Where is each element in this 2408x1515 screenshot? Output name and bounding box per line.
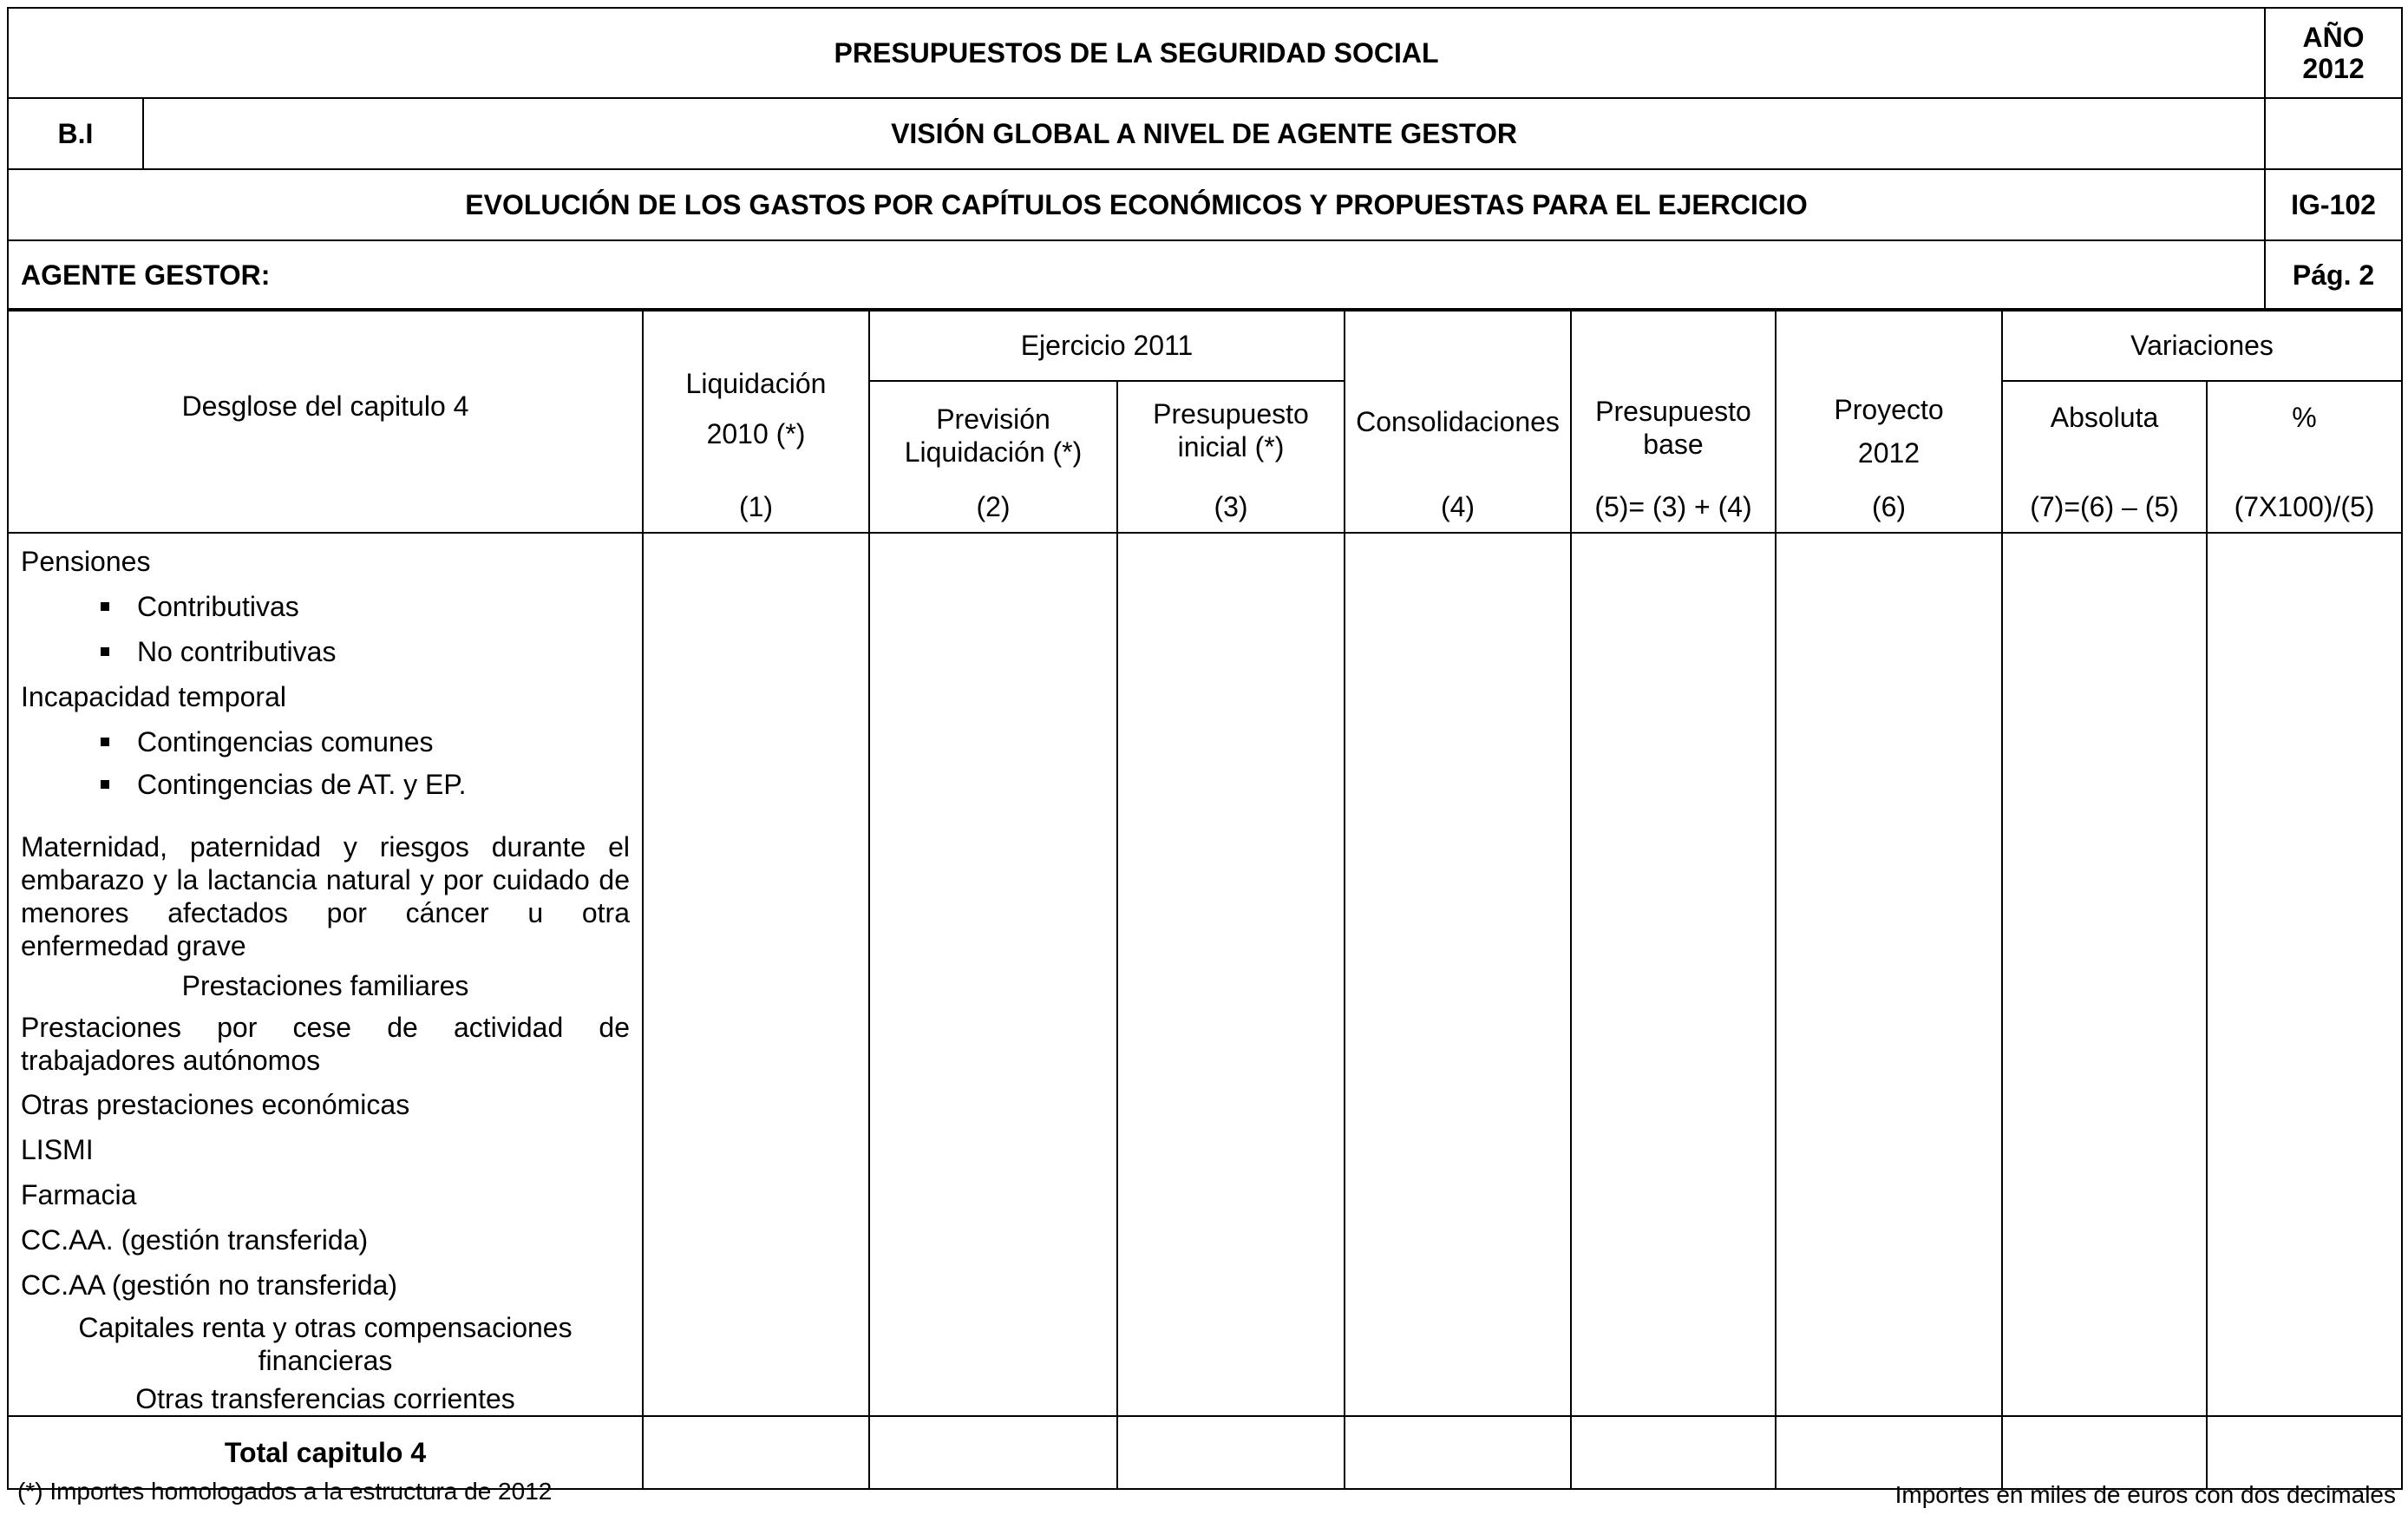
col-variaciones: Variaciones bbox=[2002, 309, 2402, 381]
percent-num: (7X100)/(5) bbox=[2234, 491, 2375, 522]
list-item: Incapacidad temporal bbox=[21, 681, 286, 712]
year-cell bbox=[2265, 8, 2402, 98]
total-cell bbox=[1571, 1416, 1776, 1489]
document-title: PRESUPUESTOS DE LA SEGURIDAD SOCIAL bbox=[8, 8, 2265, 98]
presupuesto-inicial-label: Presupuesto inicial (*) bbox=[1153, 398, 1309, 462]
empty-cell bbox=[2265, 98, 2402, 169]
absoluta-num: (7)=(6) – (5) bbox=[2030, 491, 2179, 522]
list-item: No contributivas bbox=[21, 629, 630, 674]
value-cell bbox=[643, 533, 869, 1416]
bullet-icon bbox=[101, 780, 109, 789]
list-item: CC.AA. (gestión transferida) bbox=[21, 1224, 369, 1256]
list-item: Contingencias de AT. y EP. bbox=[21, 764, 630, 804]
value-cell bbox=[2002, 533, 2207, 1416]
list-item: Contingencias comunes bbox=[21, 719, 630, 764]
consolidaciones-num: (4) bbox=[1440, 491, 1476, 522]
proyecto-label: Proyecto 2012 bbox=[1834, 394, 1944, 469]
list-item: Capitales renta y otras compensaciones financieras bbox=[78, 1312, 573, 1376]
subtitle: EVOLUCIÓN DE LOS GASTOS POR CAPÍTULOS ECONÓMICOS Y PROPUESTAS PARA EL EJERCICIO bbox=[8, 169, 2265, 240]
col-consolidaciones: Consolidaciones (4) bbox=[1345, 309, 1571, 533]
total-cell bbox=[2002, 1416, 2207, 1489]
list-item: Pensiones bbox=[21, 546, 151, 577]
total-cell bbox=[2207, 1416, 2402, 1489]
expenditure-table bbox=[7, 308, 2403, 1490]
col-absoluta: Absoluta (7)=(6) – (5) bbox=[2002, 381, 2207, 533]
list-item: Maternidad, paternidad y riesgos durante el embarazo y la lactancia natural y por cuidado de menores afectados por cáncer u otra enfermedad grave bbox=[21, 831, 630, 961]
proyecto-num: (6) bbox=[1871, 491, 1907, 522]
liquidacion-label: Liquidación 2010 (*) bbox=[685, 368, 827, 449]
presupuesto-base-num: (5)= (3) + (4) bbox=[1594, 491, 1752, 522]
agent-label: AGENTE GESTOR: bbox=[8, 240, 2265, 311]
col-desglose: Desglose del capitulo 4 bbox=[8, 309, 643, 533]
value-cell bbox=[1571, 533, 1776, 1416]
bullet-icon bbox=[101, 647, 109, 656]
footnote: (*) Importes homologados a la estructura de 2012 bbox=[17, 1478, 553, 1505]
list-item: CC.AA (gestión no transferida) bbox=[21, 1269, 397, 1301]
total-label: Total capitulo 4 bbox=[8, 1416, 643, 1489]
items-list bbox=[8, 533, 643, 1416]
col-presupuesto-inicial bbox=[1117, 381, 1345, 533]
header-table bbox=[7, 7, 2403, 312]
form-code: IG-102 bbox=[2265, 169, 2402, 240]
section-code: B.I bbox=[8, 98, 143, 169]
presupuesto-inicial-num: (3) bbox=[1214, 491, 1248, 522]
bullet-icon bbox=[101, 602, 109, 611]
presupuesto-base-label: Presupuesto base bbox=[1595, 396, 1751, 460]
total-cell bbox=[643, 1416, 869, 1489]
total-cell bbox=[1117, 1416, 1345, 1489]
bullet-icon bbox=[101, 738, 109, 746]
section-title: VISIÓN GLOBAL A NIVEL DE AGENTE GESTOR bbox=[143, 98, 2265, 169]
year-label: AÑO bbox=[2302, 22, 2365, 53]
prevision-num: (2) bbox=[976, 491, 1011, 522]
total-cell bbox=[1345, 1416, 1571, 1489]
list-item: Otras prestaciones económicas bbox=[21, 1089, 410, 1120]
col-percent: % (7X100)/(5) bbox=[2207, 381, 2402, 533]
value-cell bbox=[1776, 533, 2002, 1416]
total-cell bbox=[869, 1416, 1117, 1489]
list-item: Prestaciones familiares bbox=[181, 970, 469, 1001]
list-item: LISMI bbox=[21, 1134, 94, 1165]
value-cell bbox=[2207, 533, 2402, 1416]
prevision-label: Previsión Liquidación (*) bbox=[904, 403, 1083, 468]
list-item: Farmacia bbox=[21, 1179, 137, 1210]
col-prevision bbox=[869, 381, 1117, 533]
value-cell bbox=[869, 533, 1117, 1416]
value-cell bbox=[1345, 533, 1571, 1416]
list-item: Contributivas bbox=[21, 584, 630, 629]
col-proyecto bbox=[1776, 309, 2002, 533]
value-cell bbox=[1117, 533, 1345, 1416]
year-value: 2012 bbox=[2302, 53, 2365, 84]
col-liquidacion bbox=[643, 309, 869, 533]
page-number: Pág. 2 bbox=[2265, 240, 2402, 311]
total-cell bbox=[1776, 1416, 2002, 1489]
col-ejercicio: Ejercicio 2011 bbox=[869, 309, 1345, 381]
col-presupuesto-base bbox=[1571, 309, 1776, 533]
units-note: Importes en miles de euros con dos decimales bbox=[1894, 1481, 2396, 1508]
list-item: Otras transferencias corrientes bbox=[135, 1383, 515, 1414]
liquidacion-num: (1) bbox=[738, 491, 774, 522]
list-item: Prestaciones por cese de actividad de trabajadores autónomos bbox=[21, 1012, 630, 1076]
